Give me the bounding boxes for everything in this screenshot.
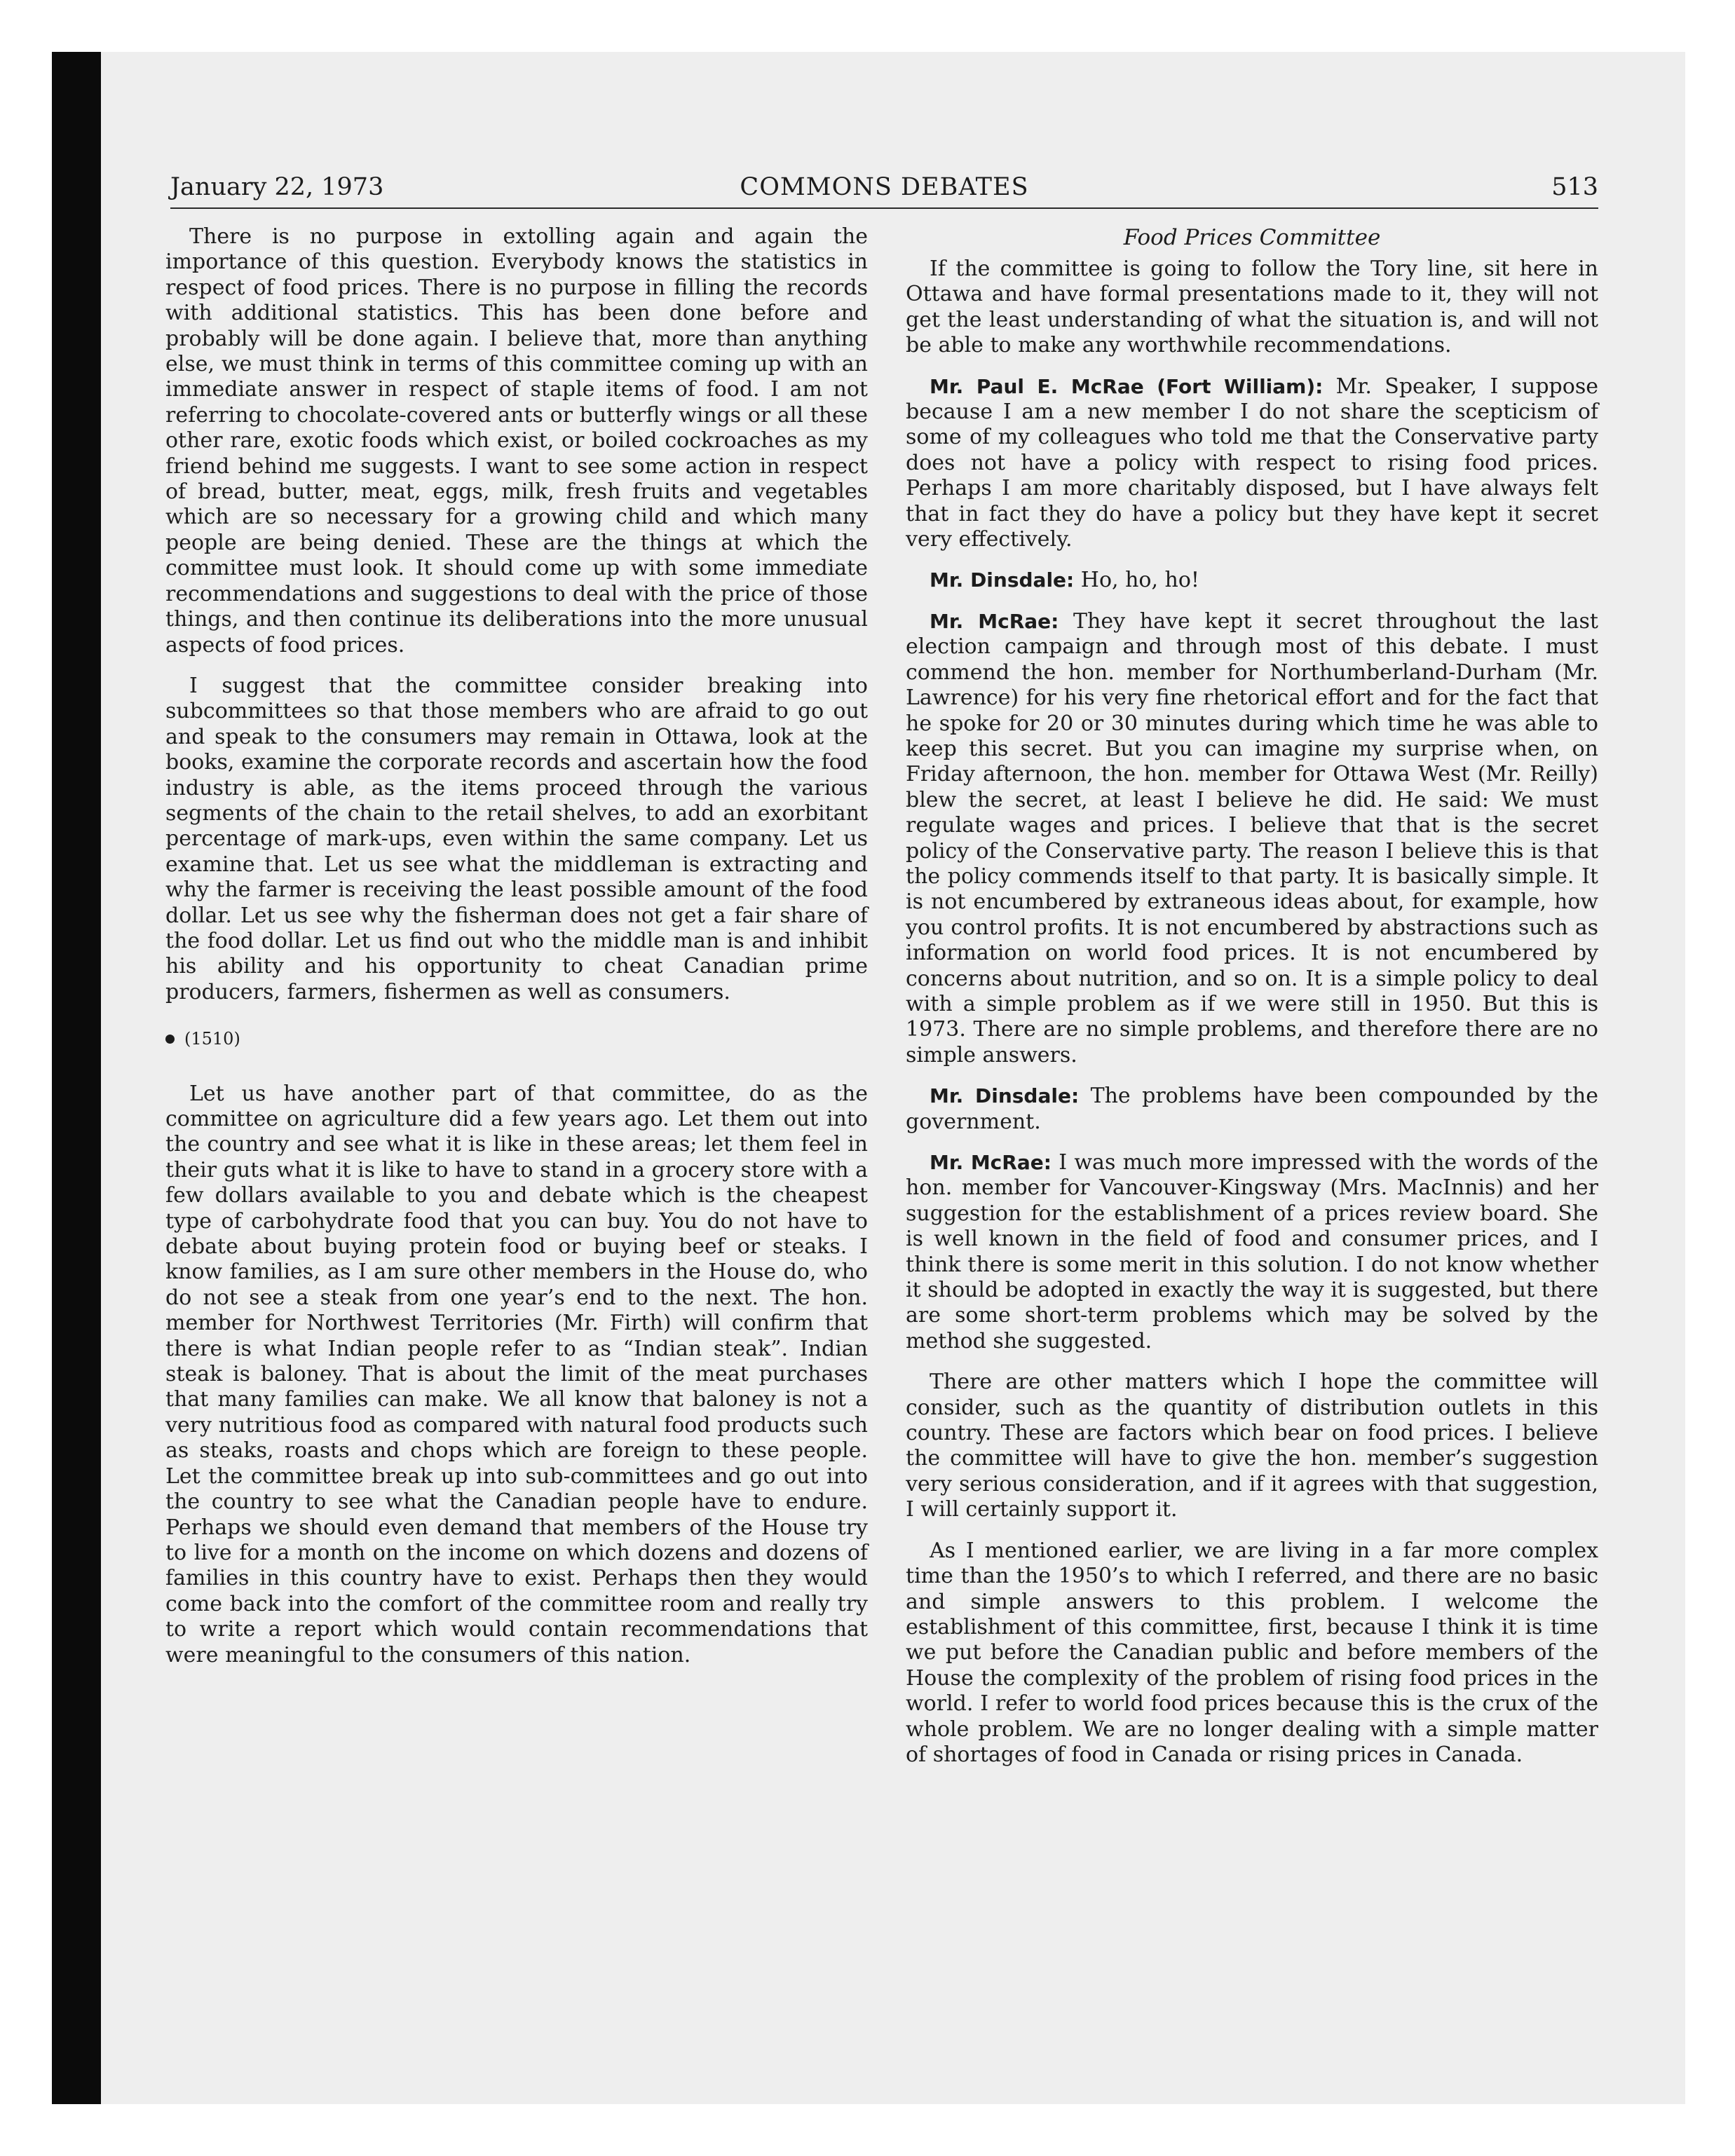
speaker-name: Mr. McRae: — [930, 609, 1059, 633]
speaker-name: Mr. Dinsdale: — [930, 568, 1075, 592]
header-date: January 22, 1973 — [170, 173, 384, 201]
speech-text: The problems have been compounded by the government. — [906, 1084, 1598, 1134]
speech-text: I was much more impressed with the words of the hon. member for Vancouver-Kingsway (Mrs. MacInnis) and her suggestion for the establishment of a prices review board. She is well known in the field of food and consumer prices, and I think there is some merit in this solution. I do not know whether it should be adopted in exactly the way it is suggested, but there are some short-term problems which may be solved by the method she suggested. — [906, 1150, 1599, 1353]
bullet-icon — [165, 1035, 175, 1044]
speaker-name: Mr. Paul E. McRae (Fort William): — [930, 374, 1324, 398]
speaker-name: Mr. Dinsdale: — [930, 1084, 1080, 1108]
speech-text: Mr. Speaker, I suppose because I am a new member I do not share the scepticism of some of my colleagues who told me that the Conservative party does not have a policy with respect to rising food prices. Perhaps I am more charitably disposed, but I have always felt that in fact they do have a policy but they have kept it secret very effectively. — [906, 374, 1598, 552]
timestamp-marker — [165, 1026, 868, 1051]
speech-text: They have kept it secret throughout the last election campaign and through most of this debate. I must commend the hon. member for Northumberland-Durham (Mr. Lawrence) for his very fine rhetorical effort and for the fact that he spoke for 20 or 30 minutes during which time he was able to keep this secret. But you can imagine my surprise when, on Friday afternoon, the hon. member for Ottawa West (Mr. Reilly) blew the secret, at least I believe he did. He said: We must regulate wages and prices. I believe that that is the secret policy of the Conservative party. The reason I believe this is that the policy commends itself to that party. It is basically simple. It is not encumbered by extraneous ideas about, for example, how you control profits. It is not encumbered by abstractions such as information on world food prices. It is not encumbered by concerns about nutrition, and so on. It is a simple policy to deal with a simple problem as if we were still in 1950. But this is 1973. There are no simple problems, and therefore there are no simple answers. — [906, 608, 1598, 1067]
page-number: 513 — [1551, 173, 1598, 201]
page-header — [170, 171, 1598, 209]
left-paragraph-2: I suggest that the committee consider breaking into subcommittees so that those members who are afraid to go out and speak to the consumers may remain in Ottawa, look at the books, examine the corporate records and ascertain how the food industry is able, as the items proceed through the various segments of the chain to the retail shelves, to add an exorbitant percentage of mark-ups, even within the same company. Let us examine that. Let us see what the middleman is extracting and why the farmer is receiving the least possible amount of the food dollar. Let us see why the fisherman does not get a fair share of the food dollar. Let us find out who the middle man is and inhibit his ability and his opportunity to cheat Canadian prime producers, farmers, fishermen as well as consumers. — [165, 673, 868, 1004]
speech-text: Ho, ho, ho! — [1080, 568, 1199, 593]
speaker-name: Mr. McRae: — [930, 1151, 1052, 1174]
speech-mcrae-2 — [906, 609, 1598, 1068]
right-column — [906, 224, 1598, 1991]
speech-mcrae-1 — [906, 374, 1598, 553]
speech-dinsdale-1 — [906, 568, 1598, 593]
right-paragraph-1: If the committee is going to follow the Tory line, sit here in Ottawa and have formal presentations made to it, they will not get the least understanding of what the situation is, and will not be able to make any worthwhile recommendations. — [906, 257, 1598, 358]
binding-edge — [52, 52, 101, 2104]
timestamp-text: (1510) — [184, 1029, 240, 1049]
left-column — [165, 224, 868, 1991]
left-paragraph-1: There is no purpose in extolling again and again the importance of this question. Everybody knows the statistics in respect of food prices. There is no purpose in filling the records with additional statistics. This has been done before and probably will be done again. I believe that, more than anything else, we must think in terms of this committee coming up with an immediate answer in respect of staple items of food. I am not referring to chocolate-covered ants or butterfly wings or all these other rare, exotic foods which exist, or boiled cockroaches as my friend behind me suggests. I want to see some action in respect of bread, butter, meat, eggs, milk, fresh fruits and vegetables which are so necessary for a growing child and which many people are being denied. These are the things at which the committee must look. It should come up with some immediate recommendations and suggestions to deal with the price of those things, and then continue its deliberations into the more unusual aspects of food prices. — [165, 224, 868, 657]
left-paragraph-3: Let us have another part of that committee, do as the committee on agriculture did a few years ago. Let them out into the country and see what it is like in these areas; let them feel in their guts what it is like to have to stand in a grocery store with a few dollars available to you and debate which is the cheapest type of carbohydrate food that you can buy. You do not have to debate about buying protein food or buying beef or steaks. I know families, as I am sure other members in the House do, who do not see a steak from one year’s end to the next. The hon. member for Northwest Territories (Mr. Firth) will confirm that there is what Indian people refer to as “Indian steak”. Indian steak is baloney. That is about the limit of the meat purchases that many families can make. We all know that baloney is not a very nutritious food as compared with natural food products such as steaks, roasts and chops which are foreign to these people. Let the committee break up into sub-committees and go out into the country to see what the Canadian people have to endure. Perhaps we should even demand that members of the House try to live for a month on the income on which dozens and dozens of families in this country have to exist. Perhaps then they would come back into the comfort of the committee room and really try to write a report which would contain recommendations that were meaningful to the consumers of this nation. — [165, 1081, 868, 1667]
right-paragraph-7: As I mentioned earlier, we are living in a far more complex time than the 1950’s to which I referred, and there are no basic and simple answers to this problem. I welcome the establishment of this committee, first, because I think it is time we put before the Canadian public and before members of the House the complexity of the problem of rising food prices in the world. I refer to world food prices because this is the crux of the whole problem. We are no longer dealing with a simple matter of shortages of food in Canada or rising prices in Canada. — [906, 1538, 1598, 1767]
speech-mcrae-3 — [906, 1150, 1598, 1354]
section-heading: Food Prices Committee — [1123, 225, 1381, 250]
header-title: COMMONS DEBATES — [740, 173, 1029, 201]
speech-dinsdale-2 — [906, 1084, 1598, 1135]
right-paragraph-6: There are other matters which I hope the committee will consider, such as the quantity of distribution outlets in this country. These are factors which bear on food prices. I believe the committee will have to give the hon. member’s suggestion very serious consideration, and if it agrees with that suggestion, I will certainly support it. — [906, 1370, 1598, 1522]
